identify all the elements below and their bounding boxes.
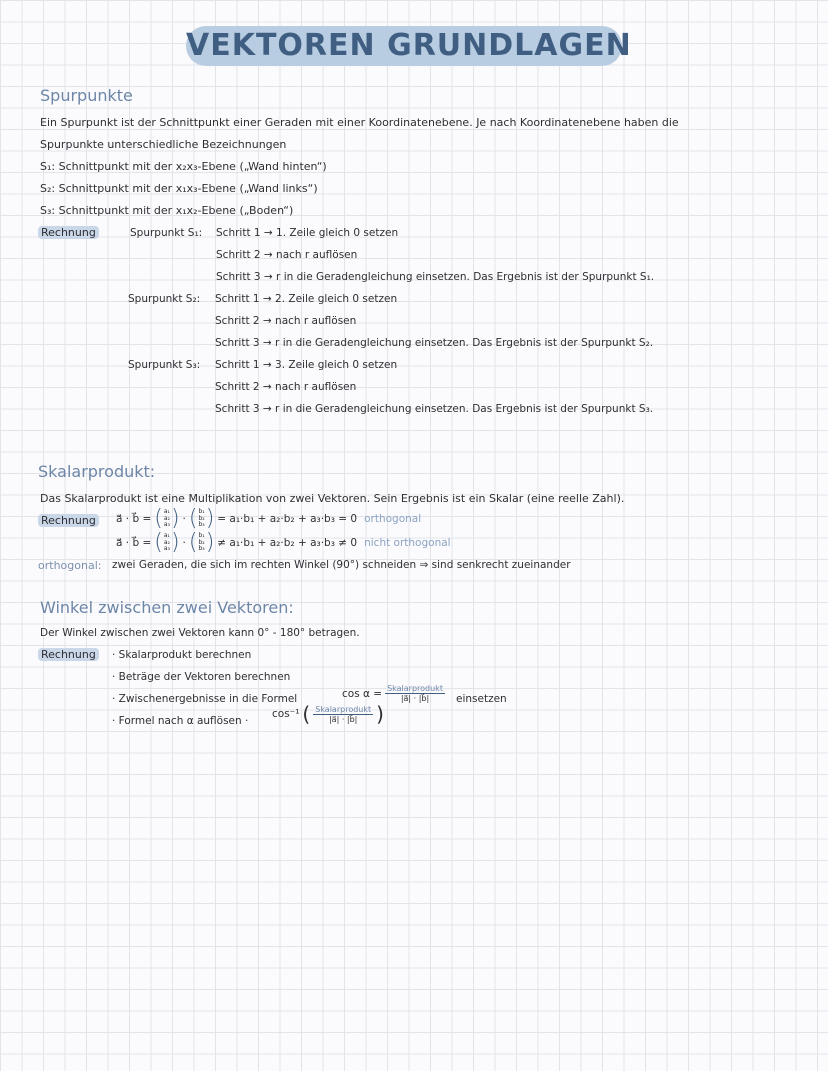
arccos-fraction — [313, 705, 373, 724]
vector-a-component: a₁ — [163, 532, 170, 540]
vector-a: ( a₁ a₂ a₃ ) — [154, 530, 180, 555]
fraction-denominator: |a⃗| · |b⃗| — [328, 714, 358, 724]
einsetzen-text: einsetzen — [456, 693, 507, 705]
spurpunkte-intro-line1: Ein Spurpunkt ist der Schnittpunkt einer Geraden mit einer Koordinatenebene. Je nach Koordinatenebene haben die — [40, 116, 679, 129]
vector-b: ( b₁ b₂ b₃ ) — [188, 506, 215, 531]
formula-lhs: a⃗ · b⃗ = — [116, 537, 152, 549]
winkel-step-1: · Skalarprodukt berechnen — [112, 649, 252, 661]
orthogonal-definition: zwei Geraden, die sich im rechten Winkel (90°) schneiden ⇒ sind senkrecht zueinander — [112, 559, 571, 571]
spurpunkt-s3-step3: Schritt 3 → r in die Geradengleichung einsetzen. Das Ergebnis ist der Spurpunkt S₃. — [215, 403, 654, 415]
formula-neq-rhs: ≠ a₁·b₁ + a₂·b₂ + a₃·b₃ ≠ 0 — [217, 537, 358, 549]
cosine-fraction — [385, 684, 445, 703]
vector-b-component: b₁ — [198, 532, 205, 540]
winkel-step-3: · Zwischenergebnisse in die Formel — [112, 693, 298, 705]
vector-b-component: b₂ — [198, 514, 205, 522]
vector-b-component: b₂ — [198, 538, 205, 546]
vector-b: ( b₁ b₂ b₃ ) — [188, 530, 215, 555]
spurpunkt-s1-step1: Schritt 1 → 1. Zeile gleich 0 setzen — [216, 227, 399, 239]
spurpunkt-s1-step2: Schritt 2 → nach r auflösen — [216, 249, 358, 261]
not-orthogonal-note: nicht orthogonal — [364, 537, 451, 549]
spurpunkte-heading: Spurpunkte — [40, 86, 133, 105]
orthogonal-note: orthogonal — [364, 513, 422, 525]
cos-alpha-label: cos α = — [342, 687, 383, 700]
formula-orthogonal: a⃗ · b⃗ = ( a₁ a₂ a₃ ) · ( b₁ b₂ b₃ ) = a₁·b₁ + a₂·b₂ + a₃·b₃ = 0 orthogonal — [116, 506, 422, 531]
formula-not-orthogonal: a⃗ · b⃗ = ( a₁ a₂ a₃ ) · ( b₁ b₂ b₃ ) ≠ a₁·b₁ + a₂·b₂ + a₃·b₃ ≠ 0 nicht orthogonal — [116, 530, 451, 555]
page-title: VEKTOREN GRUNDLAGEN — [186, 28, 632, 63]
definition-s2: S₂: Schnittpunkt mit der x₁x₃-Ebene („Wand links“) — [40, 182, 318, 195]
winkel-step-4: · Formel nach α auflösen · — [112, 715, 249, 727]
vector-a-component: a₁ — [163, 508, 170, 516]
winkel-rechnung-label: Rechnung — [38, 648, 99, 661]
vector-a-component: a₂ — [163, 514, 170, 522]
spurpunkte-rechnung-label: Rechnung — [38, 226, 99, 239]
vector-b-component: b₃ — [198, 521, 205, 529]
spurpunkt-s2-step2: Schritt 2 → nach r auflösen — [215, 315, 357, 327]
fraction-denominator: |a⃗| · |b⃗| — [400, 694, 430, 703]
orthogonal-label: orthogonal: — [38, 559, 102, 572]
spurpunkt-s1-step3: Schritt 3 → r in die Geradengleichung einsetzen. Das Ergebnis ist der Spurpunkt S₁. — [216, 271, 655, 283]
vector-a: ( a₁ a₂ a₃ ) — [154, 506, 180, 531]
winkel-heading: Winkel zwischen zwei Vektoren: — [40, 598, 294, 617]
title-banner — [186, 22, 632, 70]
skalarprodukt-rechnung-label: Rechnung — [38, 514, 99, 527]
skalarprodukt-intro: Das Skalarprodukt ist eine Multiplikation von zwei Vektoren. Sein Ergebnis ist ein Skalar (eine reelle Zahl). — [40, 492, 625, 505]
definition-s3: S₃: Schnittpunkt mit der x₁x₂-Ebene („Boden“) — [40, 204, 294, 217]
spurpunkt-s3-step2: Schritt 2 → nach r auflösen — [215, 381, 357, 393]
formula-lhs: a⃗ · b⃗ = — [116, 513, 152, 525]
vector-a-component: a₃ — [163, 521, 170, 529]
inverse-cosine-formula: cos⁻¹ ( $\frac{\text{Skalarprodukt}}{|a⃗| \cdot |b⃗|}$ ) — [272, 702, 384, 726]
vector-b-component: b₁ — [198, 508, 205, 516]
cosine-formula — [342, 684, 445, 703]
spurpunkte-intro-line2: Spurpunkte unterschiedliche Bezeichnungen — [40, 138, 287, 151]
spurpunkt-s2-step3: Schritt 3 → r in die Geradengleichung einsetzen. Das Ergebnis ist der Spurpunkt S₂. — [215, 337, 654, 349]
vector-a-component: a₃ — [163, 545, 170, 553]
spurpunkt-s2-title: Spurpunkt S₂: — [128, 293, 201, 305]
spurpunkt-s2-step1: Schritt 1 → 2. Zeile gleich 0 setzen — [215, 293, 398, 305]
vector-b-component: b₃ — [198, 545, 205, 553]
winkel-step-2: · Beträge der Vektoren berechnen — [112, 671, 291, 683]
spurpunkt-s3-step1: Schritt 1 → 3. Zeile gleich 0 setzen — [215, 359, 398, 371]
spurpunkt-s3-title: Spurpunkt S₃: — [128, 359, 201, 371]
fraction-numerator: Skalarprodukt — [387, 684, 443, 693]
skalarprodukt-heading: Skalarprodukt: — [38, 462, 156, 481]
arccos-label: cos⁻¹ — [272, 708, 300, 720]
formula-eq-rhs: = a₁·b₁ + a₂·b₂ + a₃·b₃ = 0 — [217, 513, 358, 525]
fraction-numerator: Skalarprodukt — [315, 704, 372, 714]
vector-a-component: a₂ — [163, 538, 170, 546]
winkel-intro: Der Winkel zwischen zwei Vektoren kann 0° - 180° betragen. — [40, 627, 360, 639]
spurpunkt-s1-title: Spurpunkt S₁: — [130, 227, 203, 239]
definition-s1: S₁: Schnittpunkt mit der x₂x₃-Ebene („Wand hinten“) — [40, 160, 327, 173]
